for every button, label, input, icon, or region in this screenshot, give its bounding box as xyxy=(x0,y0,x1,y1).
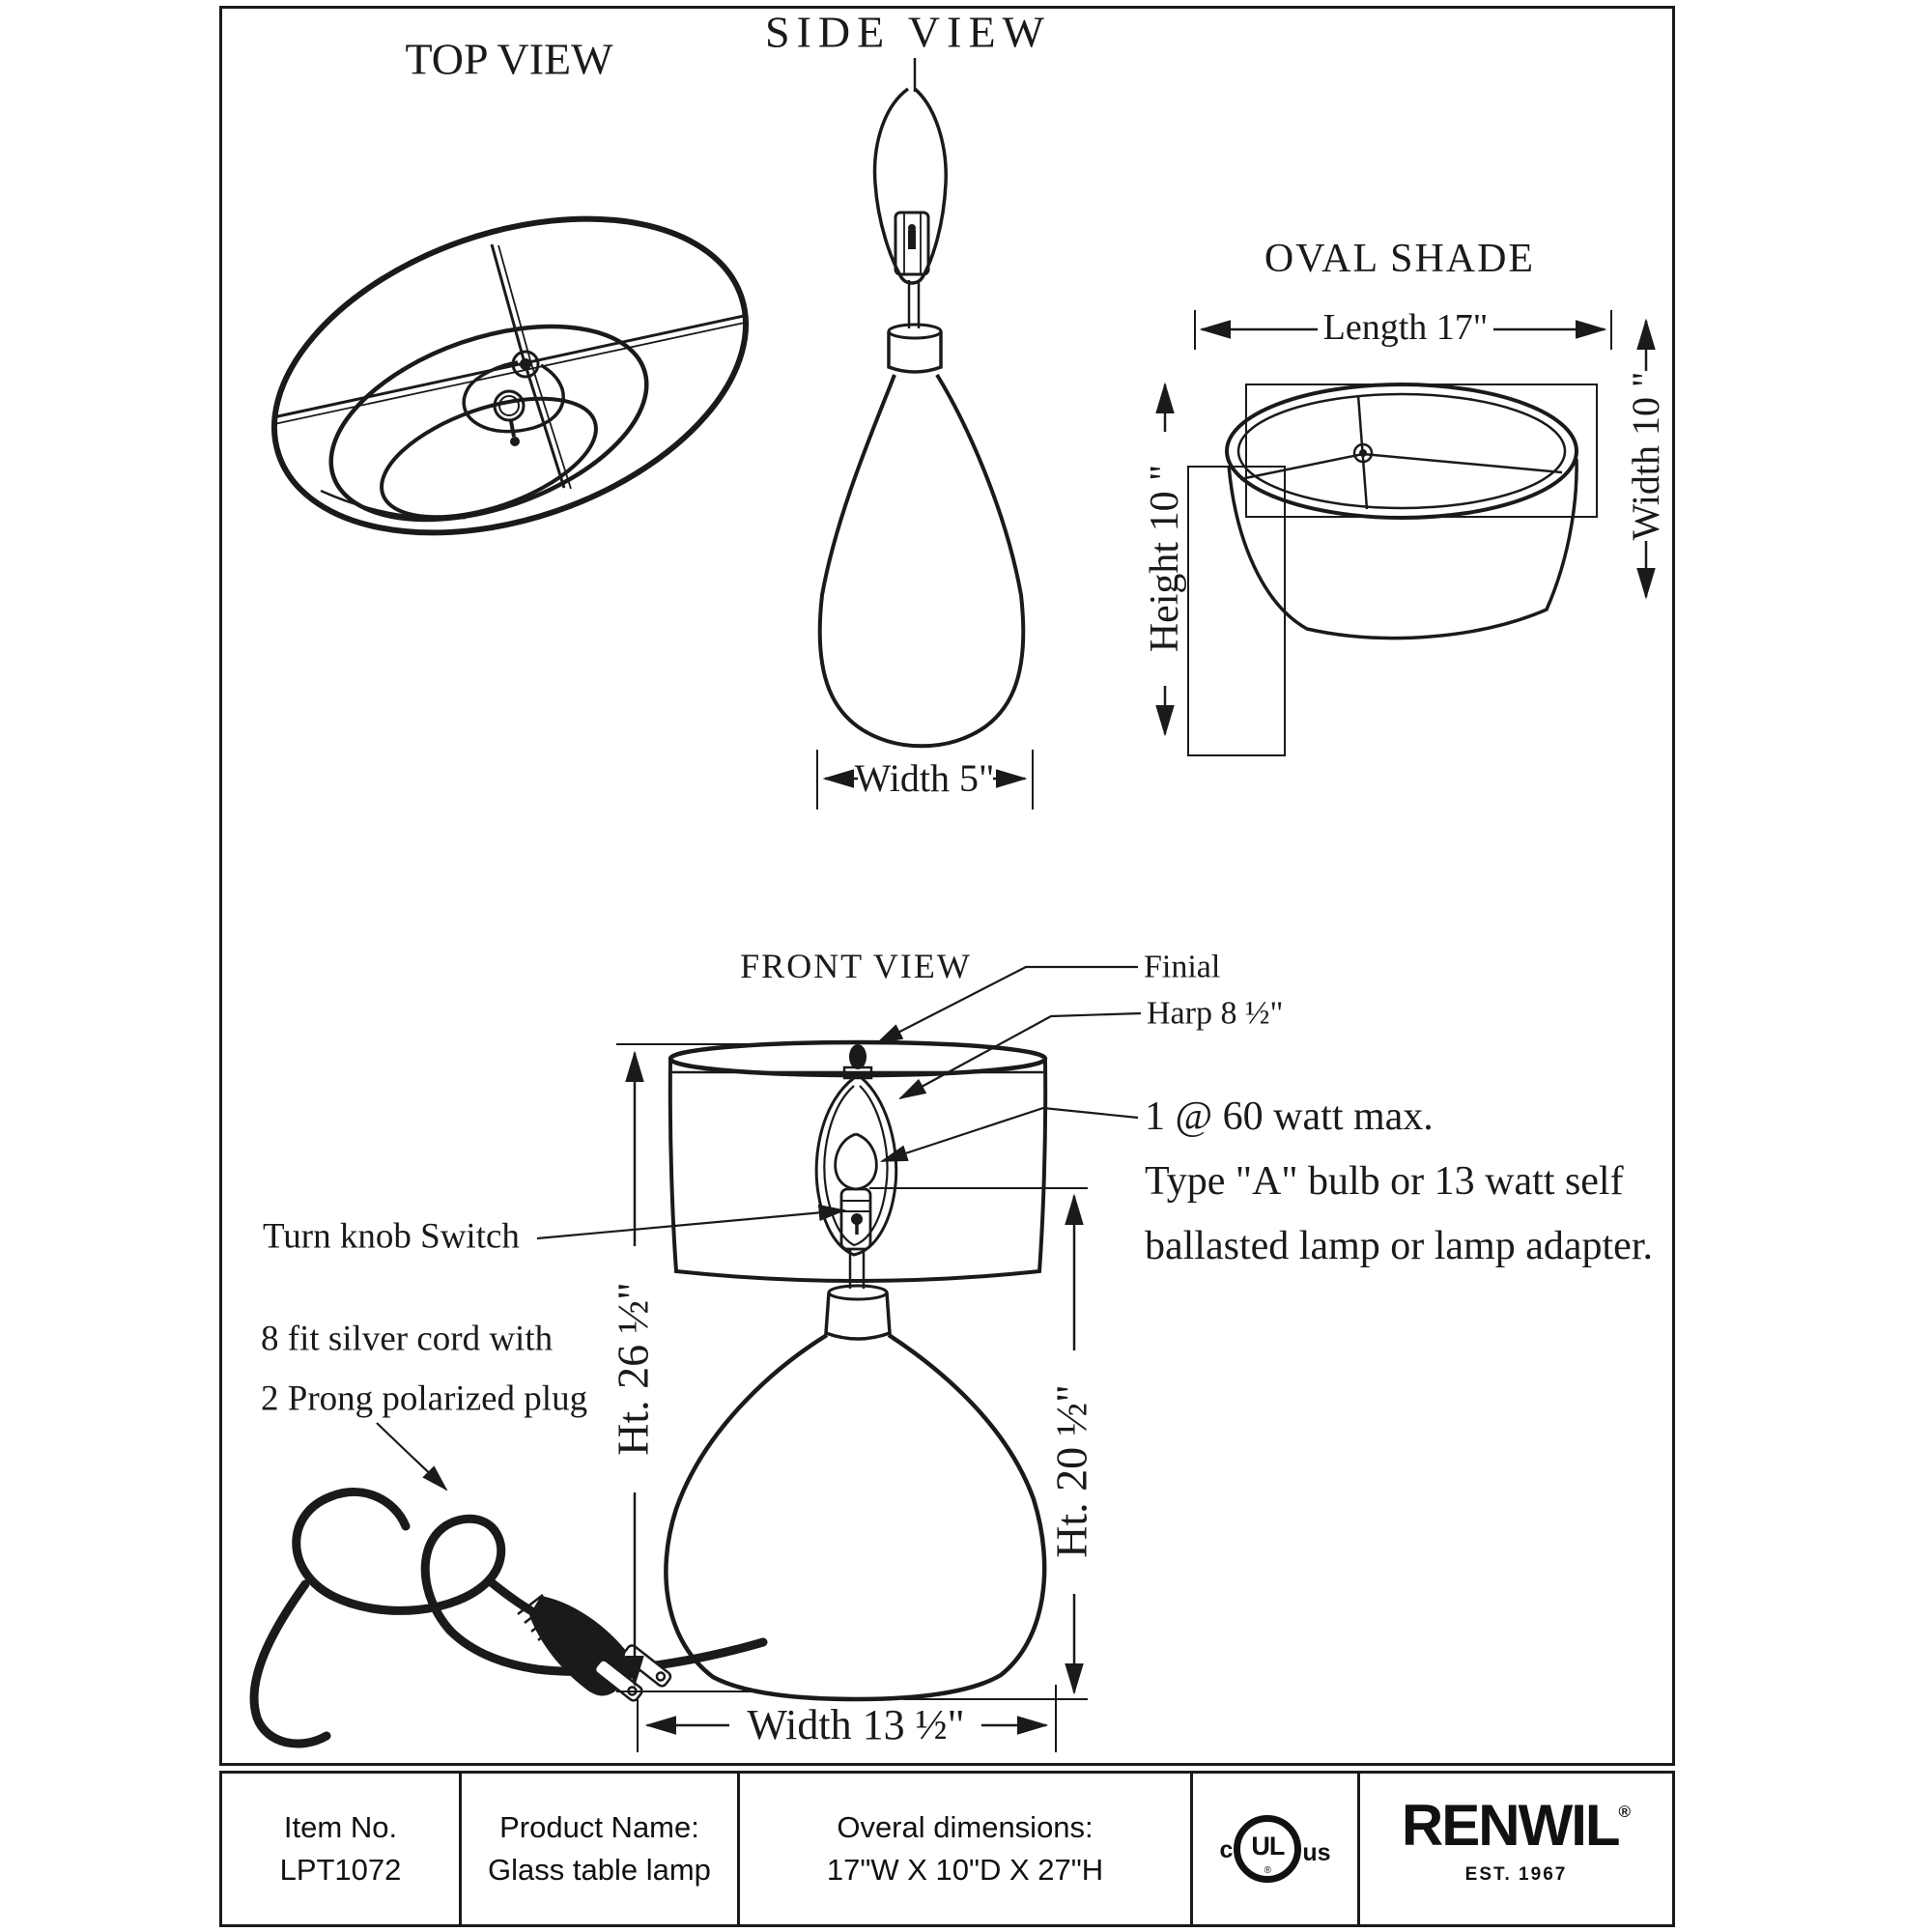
ul-registered-symbol: ® xyxy=(1264,1865,1272,1876)
brand-registered-symbol: ® xyxy=(1618,1803,1632,1821)
side-width-dimension: Width 5" xyxy=(854,756,995,800)
item-number-label: Item No. xyxy=(283,1810,398,1844)
brand-logo xyxy=(1401,1793,1632,1896)
shade-width-dimension: Width 10 " xyxy=(1624,371,1667,541)
bulb-note-line3: ballasted lamp or lamp adapter. xyxy=(1145,1223,1653,1268)
finial-callout: Finial xyxy=(1144,949,1221,985)
shade-height-dimension: Height 10 " xyxy=(1142,464,1187,653)
spec-table xyxy=(219,1771,1675,1927)
cord-callout-line1: 8 fit silver cord with xyxy=(261,1319,554,1359)
base-width-dimension: Width 13 ½" xyxy=(747,1700,965,1748)
brand-name: RENWIL xyxy=(1401,1793,1619,1858)
top-view-title: TOP VIEW xyxy=(405,34,613,84)
front-view-drawing xyxy=(666,1042,1045,1699)
oval-shade-drawing xyxy=(1165,307,1646,755)
product-name-cell xyxy=(462,1774,740,1924)
overall-dimensions-label: Overal dimensions: xyxy=(837,1810,1094,1844)
product-name-value: Glass table lamp xyxy=(488,1853,711,1887)
certification-cell xyxy=(1193,1774,1360,1924)
side-view-title: SIDE VIEW xyxy=(765,7,1051,57)
bulb-note-line1: 1 @ 60 watt max. xyxy=(1145,1094,1434,1139)
harp-callout: Harp 8 ½" xyxy=(1147,995,1284,1032)
oval-shade-title: OVAL SHADE xyxy=(1264,236,1536,281)
body-height-dimension: Ht. 20 ½" xyxy=(1046,1384,1096,1558)
cord-callout-line2: 2 Prong polarized plug xyxy=(261,1378,588,1419)
shade-length-dimension: Length 17" xyxy=(1322,307,1489,349)
ul-listed-mark xyxy=(1219,1815,1330,1883)
ul-circle-icon xyxy=(1234,1815,1301,1883)
ul-letters: UL xyxy=(1251,1832,1285,1861)
ul-us-letters: us xyxy=(1302,1839,1331,1866)
total-height-dimension: Ht. 26 ½" xyxy=(608,1282,658,1456)
product-name-label: Product Name: xyxy=(499,1810,699,1844)
overall-dimensions-cell xyxy=(740,1774,1193,1924)
item-number-value: LPT1072 xyxy=(279,1853,402,1887)
item-number-cell xyxy=(222,1774,462,1924)
top-view-drawing xyxy=(233,161,788,591)
bulb-note-line2: Type "A" bulb or 13 watt self xyxy=(1145,1158,1624,1204)
overall-dimensions-value: 17"W X 10"D X 27"H xyxy=(826,1853,1104,1887)
ul-canada-letter: c xyxy=(1219,1836,1234,1863)
power-cord-drawing xyxy=(254,1492,763,1744)
switch-callout: Turn knob Switch xyxy=(263,1216,520,1257)
side-view-drawing xyxy=(817,58,1033,810)
brand-established: EST. 1967 xyxy=(1464,1864,1568,1885)
front-view-title: FRONT VIEW xyxy=(740,947,972,986)
brand-cell xyxy=(1360,1774,1672,1924)
